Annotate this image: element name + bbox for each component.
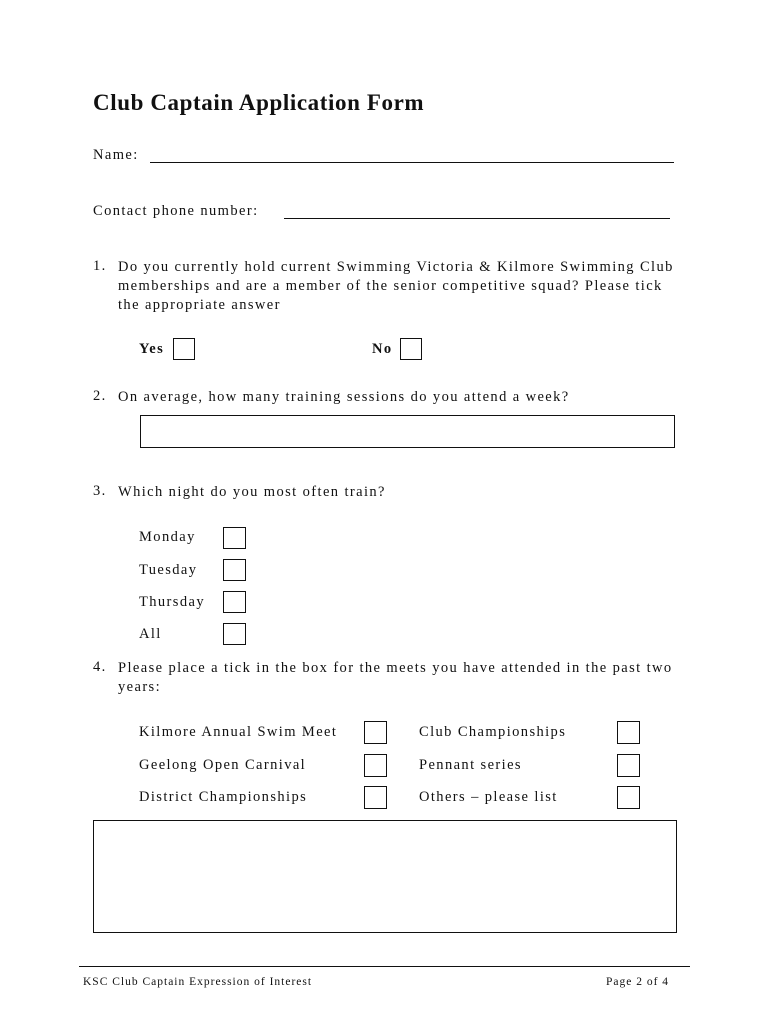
q4-option-others: Others – please list: [419, 789, 558, 805]
q1-text: Do you currently hold current Swimming Victoria & Kilmore Swimming Club memberships and are a member of the senior competitive squad? Please tick the appropriate answer: [118, 259, 674, 313]
footer-rule: [79, 966, 690, 967]
q4-club-championships-checkbox[interactable]: [617, 721, 640, 744]
q4-option-district-championships: District Championships: [139, 789, 308, 805]
q4-option-club-championships: Club Championships: [419, 724, 567, 740]
q4-kilmore-checkbox[interactable]: [364, 721, 387, 744]
q4-pennant-checkbox[interactable]: [617, 754, 640, 777]
footer-left-text: KSC Club Captain Expression of Interest: [83, 976, 313, 988]
q4-others-checkbox[interactable]: [617, 786, 640, 809]
phone-label: Contact phone number:: [93, 203, 259, 219]
q4-option-pennant-series: Pennant series: [419, 757, 522, 773]
q3-text: Which night do you most often train?: [118, 484, 386, 500]
q4-district-checkbox[interactable]: [364, 786, 387, 809]
q3-option-thursday: Thursday: [139, 594, 205, 610]
q2-text: On average, how many training sessions do you attend a week?: [118, 389, 570, 405]
q4-option-geelong-open-carnival: Geelong Open Carnival: [139, 757, 307, 773]
q3-number: 3.: [93, 483, 107, 499]
page-number: Page 2 of 4: [606, 976, 670, 988]
q4-number: 4.: [93, 659, 107, 675]
q4-text: Please place a tick in the box for the meets you have attended in the past two years:: [118, 660, 673, 695]
q3-tuesday-checkbox[interactable]: [223, 559, 246, 581]
q3-option-monday: Monday: [139, 529, 196, 545]
q2-answer-box[interactable]: [140, 415, 675, 448]
q1-option-no: No: [372, 341, 393, 357]
q3-monday-checkbox[interactable]: [223, 527, 246, 549]
phone-field[interactable]: [284, 218, 670, 219]
q4-option-kilmore-annual-swim-meet: Kilmore Annual Swim Meet: [139, 724, 338, 740]
q3-option-all: All: [139, 626, 162, 642]
q2-number: 2.: [93, 388, 107, 404]
q1-option-yes: Yes: [139, 341, 165, 357]
q1-yes-checkbox[interactable]: [173, 338, 195, 360]
q3-all-checkbox[interactable]: [223, 623, 246, 645]
q1-number: 1.: [93, 258, 107, 274]
form-title: Club Captain Application Form: [93, 90, 425, 115]
q3-thursday-checkbox[interactable]: [223, 591, 246, 613]
name-label: Name:: [93, 147, 139, 163]
q4-geelong-checkbox[interactable]: [364, 754, 387, 777]
others-list-box[interactable]: [93, 820, 677, 933]
q3-option-tuesday: Tuesday: [139, 562, 198, 578]
name-field[interactable]: [150, 162, 674, 163]
q1-no-checkbox[interactable]: [400, 338, 422, 360]
